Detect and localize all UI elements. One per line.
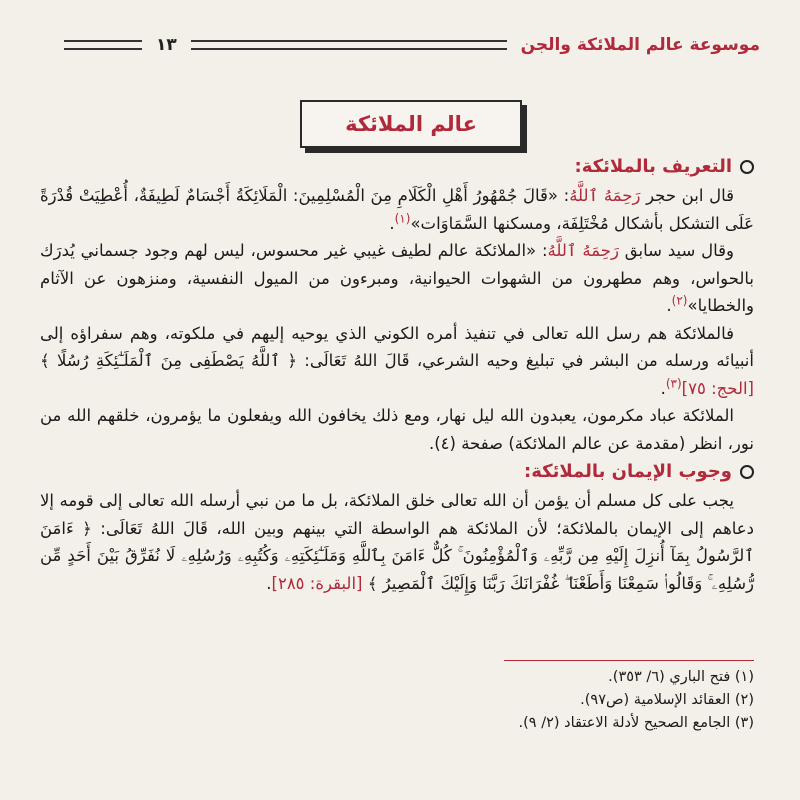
footnotes xyxy=(300,666,754,735)
circle-bullet-icon xyxy=(740,465,754,479)
footnote-divider xyxy=(504,660,754,661)
verse-reference: [البقرة: ٢٨٥] xyxy=(271,573,368,593)
header-rule-long xyxy=(191,40,507,50)
footnote-marker: (١) xyxy=(394,211,411,225)
verse-reference: [الحج: ٧٥] xyxy=(681,378,754,398)
body-text xyxy=(40,152,754,597)
paragraph-text: يجب على كل مسلم أن يؤمن أن الله تعالى خلق الملائكة، بل ما من نبي أرسله الله تعالى إلى قومه إلا دعاهم إلى الإيمان بالملائكة؛ لأن الملائكة هم الواسطة التي بينهم وبين الله، قَالَ اللهُ تَعَالَى: xyxy=(40,491,755,538)
chapter-title-box xyxy=(300,100,522,148)
paragraph-ibn-hajar xyxy=(40,182,754,237)
circle-bullet-icon xyxy=(740,160,754,174)
paragraph-obligation xyxy=(40,487,754,597)
section-heading-label: وجوب الإيمان بالملائكة: xyxy=(524,461,732,482)
paragraph-text: الملائكة عباد مكرمون، يعبدون الله ليل نهار، ومع ذلك يخافون الله ويفعلون ما يؤمرون، خلقهم الله من نور، انظر (مقدمة عن عالم الملائكة) صفحة (٤). xyxy=(40,406,754,453)
sentence-end: . xyxy=(660,378,666,398)
paragraph-text: فالملائكة هم رسل الله تعالى في تنفيذ أمره الكوني الذي يوحيه إليهم في ملكوته، وهم سفراؤه إلى أنبيائه ورسله من البشر في تبليغ وحيه الشرعي، قَالَ اللهُ تَعَالَى: xyxy=(40,323,754,370)
paragraph-sayyid-sabiq xyxy=(40,237,754,320)
footnote-marker: (٢) xyxy=(671,293,688,308)
paragraph-lead: وقال سيد سابق xyxy=(618,241,734,260)
footnote-item: (٢) العقائد الإسلامية (ص٩٧). xyxy=(580,692,754,708)
paragraph-lead: قال ابن حجر xyxy=(640,186,734,205)
section-heading-definition xyxy=(40,152,754,182)
footnote-item: (١) فتح الباري (٦/ ٣٥٣). xyxy=(608,669,754,685)
sentence-end: . xyxy=(266,573,272,593)
sentence-end: . xyxy=(666,296,672,315)
quran-verse: ﴿ ءَامَنَ ٱلرَّسُولُ بِمَآ أُنزِلَ إِلَيْهِ مِن رَّبِّهِۦ وَٱلْمُؤْمِنُونَ ۚ كُلٌّ ءَامَنَ بِٱللَّهِ وَمَلَـٰٓئِكَتِهِۦ وَكُتُبِهِۦ وَرُسُلِهِۦ لَا نُفَرِّقُ بَيْنَ أَحَدٍ مِّن رُّسُلِهِۦ ۚ وَقَالُوا۟ سَمِعْنَا وَأَطَعْنَا ۖ غُفْرَانَكَ رَبَّنَا وَإِلَيْكَ ٱلْمَصِيرُ ﴾ xyxy=(40,518,754,593)
paragraph-messengers xyxy=(40,320,754,403)
quotation: : «الملائكة عالم لطيف غيبي غير محسوس، ليس لهم وجود جسماني يُدرَك بالحواس، وهم مطهرون من الشهوات الحيوانية، ومبرءون من الميول النفسية، ومنزهون عن الآثام والخطايا» xyxy=(40,241,754,315)
section-heading-label: التعريف بالملائكة: xyxy=(574,156,732,177)
paragraph-honored-servants xyxy=(40,402,754,457)
page-number: ١٣ xyxy=(156,35,177,55)
running-header xyxy=(64,30,760,60)
quran-verse: ﴿ ٱللَّهُ يَصْطَفِى مِنَ ٱلْمَلَـٰٓئِكَةِ رُسُلًا ﴾ xyxy=(40,351,297,370)
book-title: موسوعة عالم الملائكة والجن xyxy=(520,35,760,55)
chapter-title: عالم الملائكة xyxy=(345,112,477,136)
section-heading-belief xyxy=(40,457,754,487)
sentence-end: . xyxy=(389,213,395,233)
honorific-phrase: رَحِمَهُ ٱللَّهُ xyxy=(569,186,641,205)
quotation: : «قَالَ جُمْهُورُ أَهْلِ الْكَلَامِ مِنَ الْمُسْلِمِينَ: الْمَلَائِكَةُ أَجْسَامٌ لَطِيفَةٌ، أُعْطِيَتْ قُدْرَةً عَلَى التشكل بأشكال مُخْتَلِفَة، ومسكنها السَّمَاوَات» xyxy=(40,186,754,233)
header-rule-short xyxy=(64,40,142,50)
footnote-marker: (٣) xyxy=(665,376,682,390)
footnote-item: (٣) الجامع الصحيح لأدلة الاعتقاد (٢/ ٩). xyxy=(518,715,754,731)
honorific-phrase: رَحِمَهُ ٱللَّهُ xyxy=(547,241,619,260)
